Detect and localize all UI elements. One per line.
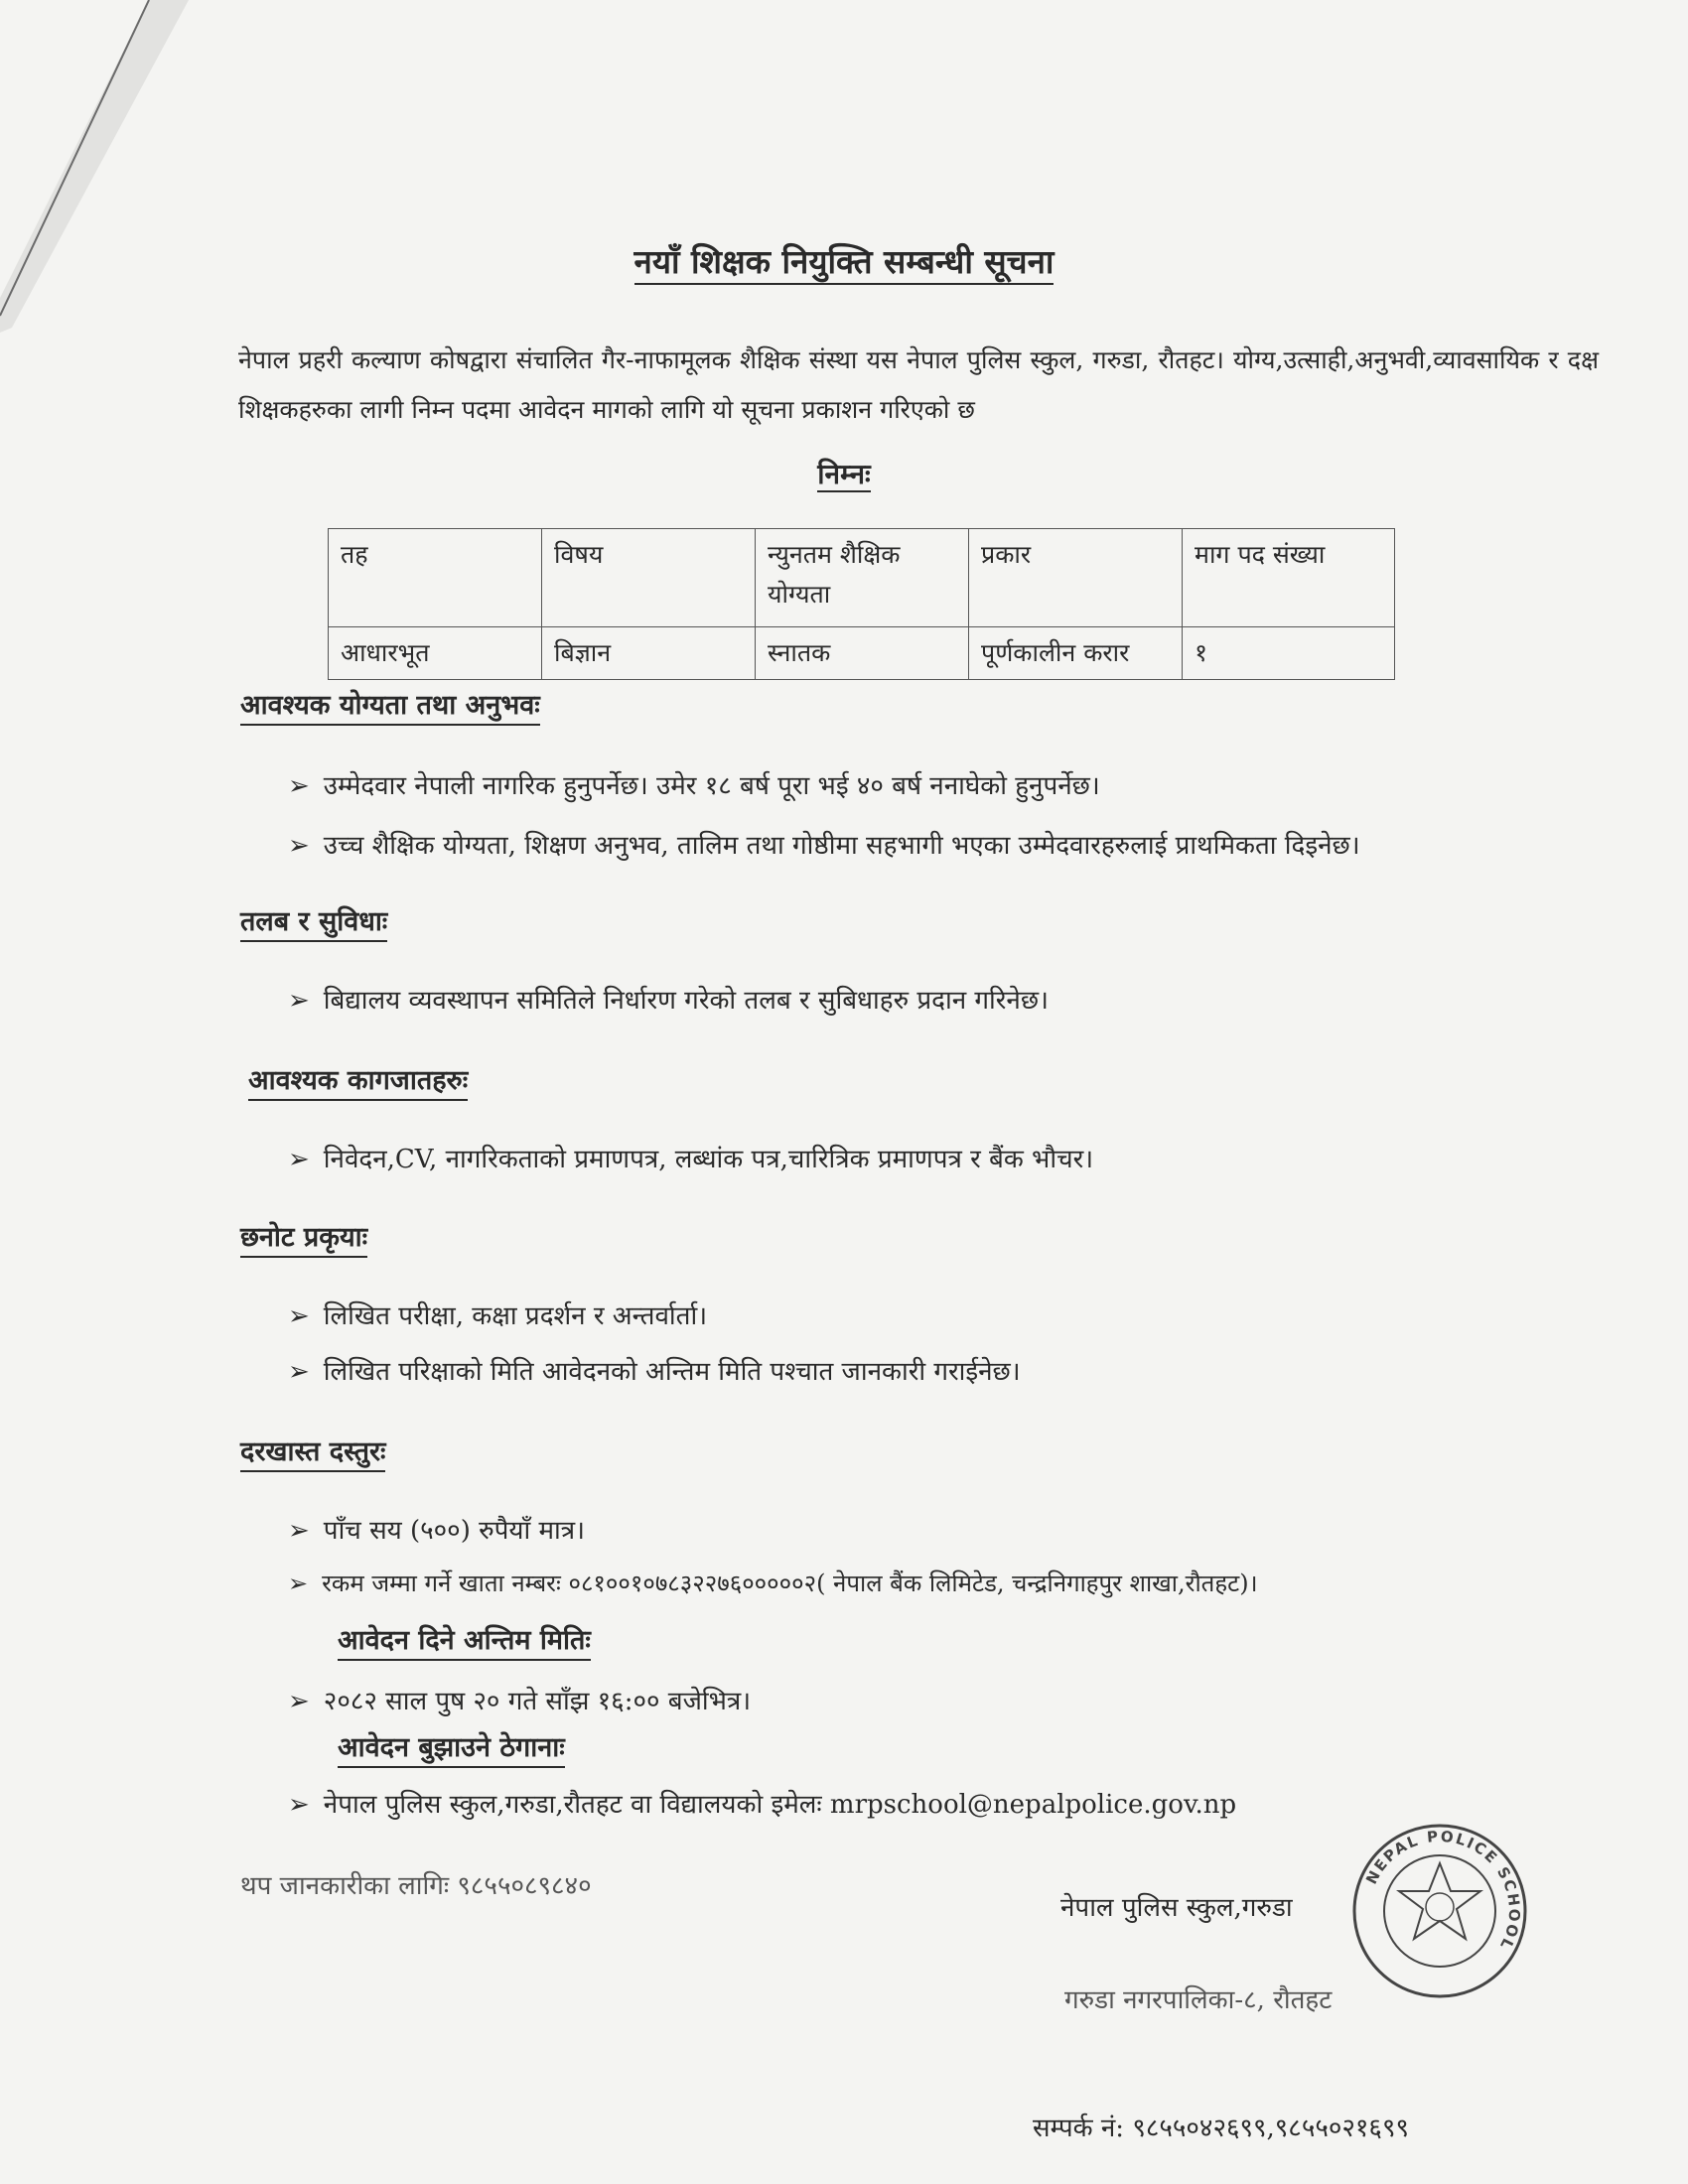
address-heading: आवेदन बुझाउने ठेगानाः [338, 1727, 565, 1764]
list-item: ➢ नेपाल पुलिस स्कुल,गरुडा,रौतहट वा विद्यालयको इमेलः mrpschool@nepalpolice.gov.np [288, 1790, 1237, 1820]
police-school-seal-icon [1350, 1822, 1529, 2000]
table-row [329, 627, 1395, 680]
cell-type: पूर्णकालीन करार [969, 627, 1183, 680]
header-count: माग पद संख्या [1183, 529, 1395, 627]
intro-paragraph: नेपाल प्रहरी कल्याण कोषद्वारा संचालित गैर-नाफामूलक शैक्षिक संस्था यस नेपाल पुलिस स्कुल, गरुडा, रौतहट। योग्य,उत्साही,अनुभवी,व्यावसायिक र दक्ष शिक्षकहरुका लागी निम्न पदमा आवेदन मागको लागि यो सूचना प्रकाशन गरिएको छ [238, 345, 1599, 424]
scan-edge-mark [0, 0, 189, 338]
arrow-bullet-icon: ➢ [288, 831, 310, 861]
list-item: ➢ निवेदन,CV, नागरिकताको प्रमाणपत्र, लब्धांक पत्र,चारित्रिक प्रमाणपत्र र बैंक भौचर। [288, 1145, 1094, 1174]
eligibility-heading: आवश्यक योग्यता तथा अनुभवः [240, 685, 540, 722]
deadline-heading: आवेदन दिने अन्तिम मितिः [338, 1620, 591, 1657]
arrow-bullet-icon: ➢ [288, 1790, 310, 1820]
cell-qualification: स्नातक [756, 627, 969, 680]
header-qualification: न्युनतम शैक्षिक योग्यता [756, 529, 969, 627]
arrow-bullet-icon: ➢ [288, 1145, 310, 1174]
fee-heading: दरखास्त दस्तुरः [240, 1432, 385, 1468]
arrow-bullet-icon: ➢ [288, 1687, 310, 1716]
notice-title: नयाँ शिक्षक नियुक्ति सम्बन्धी सूचना [0, 238, 1688, 283]
list-item: ➢ उच्च शैक्षिक योग्यता, शिक्षण अनुभव, तालिम तथा गोष्ठीमा सहभागी भएका उम्मेदवारहरुलाई प्राथमिकता दिइनेछ। [288, 831, 1360, 861]
signature-contact: सम्पर्क नं: ९८५५०४२६९९,९८५५०२१६९९ [1033, 2114, 1409, 2143]
positions-table [328, 528, 1395, 680]
arrow-bullet-icon: ➢ [288, 771, 310, 801]
cell-subject: बिज्ञान [542, 627, 756, 680]
signature-address: गरुडा नगरपालिका-८, रौतहट [1064, 1985, 1333, 2015]
selection-heading: छनोट प्रकृयाः [240, 1217, 367, 1254]
arrow-bullet-icon: ➢ [288, 1516, 310, 1546]
cell-count: १ [1183, 627, 1395, 680]
signature-school-name: नेपाल पुलिस स्कुल,गरुडा [1060, 1893, 1293, 1923]
list-item: ➢ पाँच सय (५००) रुपैयाँ मात्र। [288, 1516, 585, 1546]
more-info-contact: थप जानकारीका लागिः ९८५५०८९८४० [240, 1871, 592, 1901]
arrow-bullet-icon: ➢ [288, 986, 310, 1016]
list-item: ➢ लिखित परीक्षा, कक्षा प्रदर्शन र अन्तर्वार्ता। [288, 1301, 708, 1331]
header-subject: विषय [542, 529, 756, 627]
list-item: ➢ २०८२ साल पुष २० गते साँझ १६:०० बजेभित्र। [288, 1687, 752, 1716]
header-level: तह [329, 529, 542, 627]
arrow-bullet-icon: ➢ [288, 1357, 310, 1387]
svg-text:NEPAL POLICE SCHOOL: NEPAL POLICE SCHOOL [1362, 1827, 1524, 1955]
documents-heading: आवश्यक कागजातहरुः [248, 1060, 468, 1097]
header-type: प्रकार [969, 529, 1183, 627]
positions-subhead: निम्नः [817, 458, 871, 490]
list-item: ➢ बिद्यालय व्यवस्थापन समितिले निर्धारण गरेको तलब र सुबिधाहरु प्रदान गरिनेछ। [288, 986, 1049, 1016]
salary-heading: तलब र सुविधाः [240, 901, 387, 938]
arrow-bullet-icon: ➢ [288, 1570, 309, 1597]
list-item: ➢ लिखित परिक्षाको मिति आवेदनको अन्तिम मिति पश्चात जानकारी गराईनेछ। [288, 1357, 1021, 1387]
cell-level: आधारभूत [329, 627, 542, 680]
list-item: ➢ रकम जम्मा गर्ने खाता नम्बरः ०८१००१०७८३२२७६०००००२( नेपाल बैंक लिमिटेड, चन्द्रनिगाहपुर शाखा,रौतहट)। [288, 1570, 1258, 1597]
table-header-row [329, 529, 1395, 627]
arrow-bullet-icon: ➢ [288, 1301, 310, 1331]
list-item: ➢ उम्मेदवार नेपाली नागरिक हुनुपर्नेछ। उमेर १८ बर्ष पूरा भई ४० बर्ष ननाघेको हुनुपर्नेछ। [288, 771, 1100, 801]
